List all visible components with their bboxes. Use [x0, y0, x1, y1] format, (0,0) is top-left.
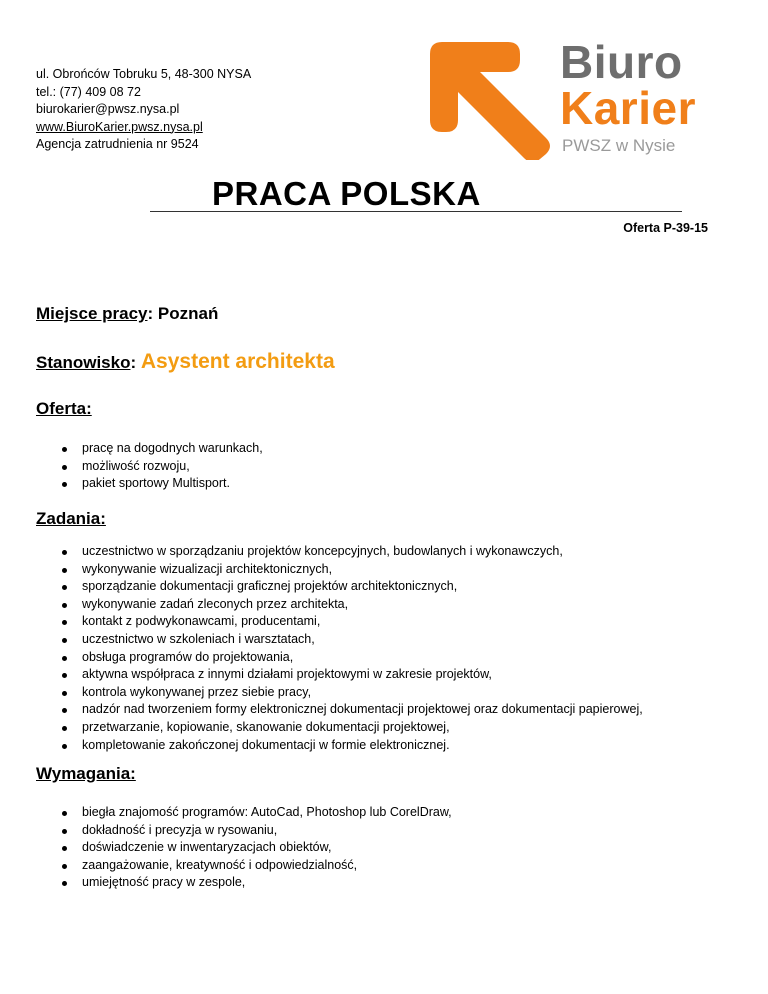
tasks-list: [62, 543, 643, 754]
phone: tel.: (77) 409 08 72: [36, 84, 141, 99]
offer-list: [62, 440, 263, 493]
list-item: wykonywanie zadań zleconych przez architekta,: [62, 596, 643, 614]
list-item: aktywna współpraca z innymi działami projektowymi w zakresie projektów,: [62, 666, 643, 684]
location-value: : Poznań: [147, 304, 219, 323]
list-item: dokładność i precyzja w rysowaniu,: [62, 822, 452, 840]
list-item: przetwarzanie, kopiowanie, skanowanie dokumentacji projektowej,: [62, 719, 643, 737]
list-item: uczestnictwo w szkoleniach i warsztatach,: [62, 631, 643, 649]
position-value: Asystent architekta: [140, 350, 335, 373]
position-heading: [36, 350, 335, 374]
list-item: obsługa programów do projektowania,: [62, 649, 643, 667]
list-item: możliwość rozwoju,: [62, 458, 263, 476]
logo-word-biuro: Biuro: [560, 36, 683, 88]
offer-heading-text: Oferta:: [36, 399, 92, 418]
tasks-heading: [36, 509, 106, 529]
list-item: uczestnictwo w sporządzaniu projektów koncepcyjnych, budowlanych i wykonawczych,: [62, 543, 643, 561]
email: biurokarier@pwsz.nysa.pl: [36, 102, 180, 116]
list-item: wykonywanie wizualizacji architektonicznych,: [62, 561, 643, 579]
list-item: kontakt z podwykonawcami, producentami,: [62, 613, 643, 631]
list-item: kompletowanie zakończonej dokumentacji w formie elektronicznej.: [62, 737, 643, 755]
logo-subtitle: PWSZ w Nysie: [562, 136, 676, 155]
biuro-karier-logo: [428, 36, 718, 160]
list-item: biegła znajomość programów: AutoCad, Photoshop lub CorelDraw,: [62, 804, 452, 822]
list-item: nadzór nad tworzeniem formy elektronicznej dokumentacji projektowej oraz dokumentacji papierowej,: [62, 701, 643, 719]
website-link[interactable]: www.BiuroKarier.pwsz.nysa.pl: [36, 119, 203, 134]
arrow-logo-icon: [428, 40, 553, 160]
requirements-heading-text: Wymagania:: [36, 764, 136, 783]
requirements-list: [62, 804, 452, 892]
tasks-heading-text: Zadania:: [36, 509, 106, 528]
list-item: doświadczenie w inwentaryzacjach obiektów,: [62, 839, 452, 857]
list-item: umiejętność pracy w zespole,: [62, 874, 452, 892]
location-heading: [36, 304, 218, 324]
position-colon: :: [130, 353, 137, 372]
list-item: sporządzanie dokumentacji graficznej projektów architektonicznych,: [62, 578, 643, 596]
location-label: Miejsce pracy: [36, 304, 148, 323]
offer-heading: [36, 399, 92, 419]
list-item: kontrola wykonywanej przez siebie pracy,: [62, 684, 643, 702]
page-title: PRACA POLSKA: [212, 175, 481, 212]
logo-word-karier: Karier: [560, 82, 696, 134]
requirements-heading: [36, 764, 136, 784]
list-item: zaangażowanie, kreatywność i odpowiedzialność,: [62, 857, 452, 875]
list-item: pakiet sportowy Multisport.: [62, 475, 263, 493]
offer-number: Oferta P-39-15: [623, 221, 708, 235]
address: ul. Obrońców Tobruku 5, 48-300 NYSA: [36, 67, 252, 81]
agency-number: Agencja zatrudnienia nr 9524: [36, 137, 199, 151]
contact-block: [36, 66, 251, 154]
position-label: Stanowisko: [36, 353, 131, 372]
list-item: pracę na dogodnych warunkach,: [62, 440, 263, 458]
